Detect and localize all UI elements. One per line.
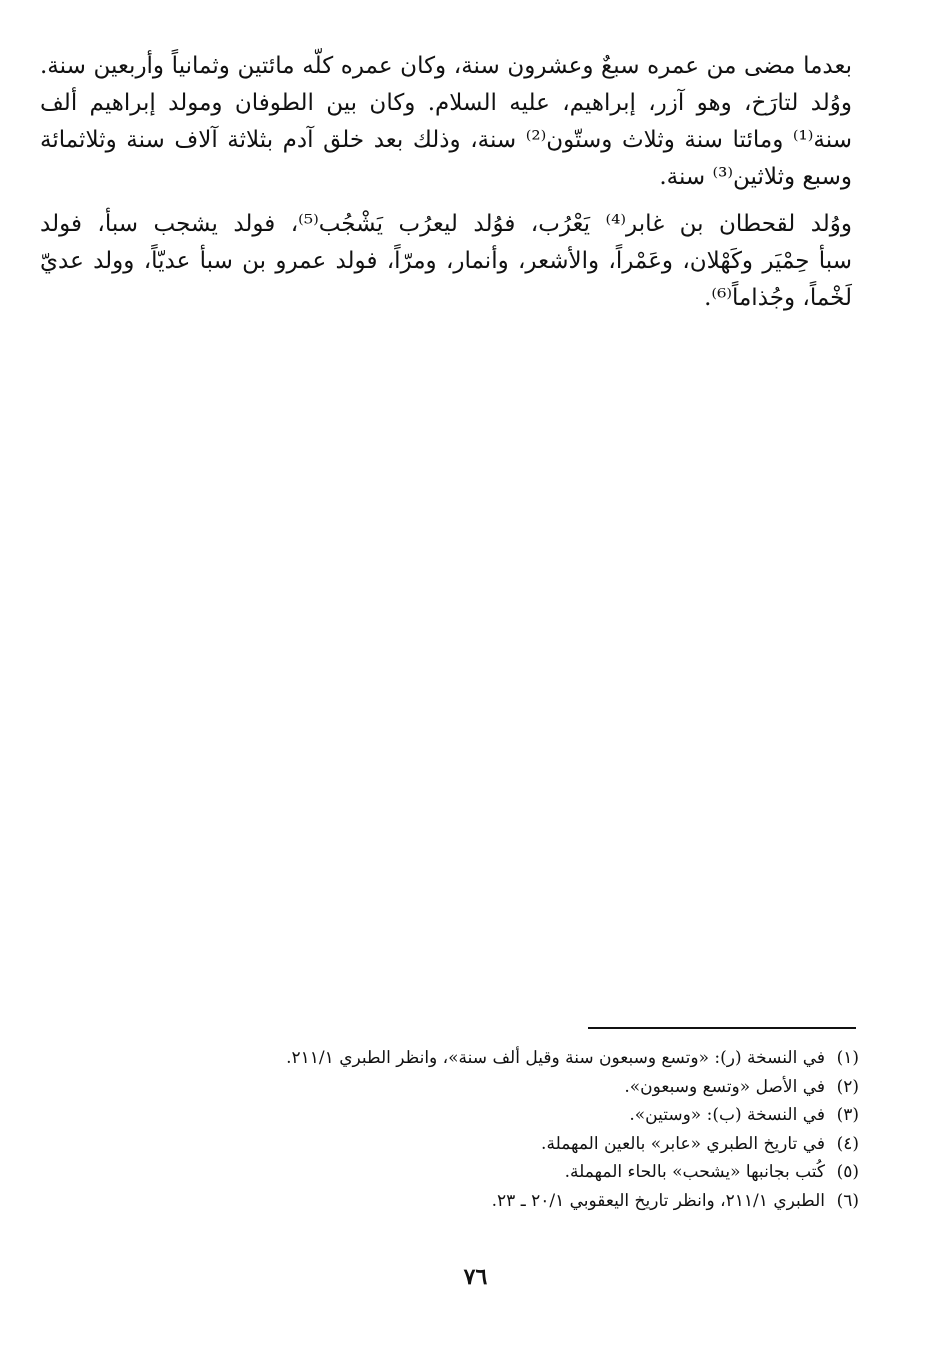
- text-line: لَخْماً، وجُذاماً⁽⁶⁾.: [704, 285, 852, 311]
- main-text: [40, 48, 852, 327]
- footnote-text: الطبري ٢١١/١، وانظر تاريخ اليعقوبي ٢٠/١ ـ ٢٣.: [491, 1190, 825, 1211]
- text-line: سنة⁽¹⁾ ومائتا سنة وثلاث وستّون⁽²⁾ سنة، وذلك بعد خلق آدم بثلاثة آلاف سنة وثلاثمائة: [40, 127, 852, 153]
- paragraph-1: [40, 48, 852, 196]
- footnote-text: في النسخة (ب): «وستين».: [629, 1105, 825, 1125]
- text-line: بعدما مضى من عمره سبعٌ وعشرون سنة، وكان عمره كلّه مائتين وثمانياً وأربعين سنة.: [40, 53, 852, 79]
- footnote-text: كُتب بجانبها «يشحب» بالحاء المهملة.: [564, 1162, 825, 1182]
- footnote-1: [239, 1044, 859, 1073]
- footnote-5: [239, 1158, 859, 1187]
- footnote-number: (٤): [836, 1133, 859, 1154]
- text-line: ووُلد لقحطان بن غابر⁽⁴⁾ يَعْرُب، فوُلد ليعرُب يَشْجُب⁽⁵⁾، فولد يشجب سبأ، فولد: [40, 211, 853, 237]
- footnote-text: في النسخة (ر): «وتسع وسبعون سنة وقيل ألف سنة»، وانظر الطبري ٢١١/١.: [286, 1048, 825, 1068]
- footnote-number: (٣): [836, 1105, 859, 1125]
- footnote-2: [239, 1073, 859, 1102]
- text-line: ووُلد لتارَخ، وهو آزر، إبراهيم، عليه السلام. وكان بين الطوفان ومولد إبراهيم ألف: [40, 90, 852, 116]
- footnote-number: (٥): [836, 1162, 859, 1182]
- footnotes: [239, 1044, 859, 1215]
- footnote-number: (٦): [836, 1190, 859, 1211]
- footnote-6: [239, 1187, 859, 1216]
- paragraph-2: [40, 206, 852, 317]
- footnote-text: في الأصل «وتسع وسبعون».: [624, 1076, 825, 1097]
- text-line: سبأ حِمْيَر وكَهْلان، وعَمْراً، والأشعر، وأنمار، ومرّاً، فولد عمرو بن سبأ عديّاً، وولد عديّ: [40, 248, 852, 274]
- footnote-3: [239, 1101, 859, 1130]
- footnote-separator: [588, 1027, 856, 1029]
- footnote-text: في تاريخ الطبري «عابر» بالعين المهملة.: [541, 1133, 825, 1154]
- text-line: وسبع وثلاثين⁽³⁾ سنة.: [659, 164, 852, 190]
- footnote-number: (١): [836, 1048, 859, 1068]
- footnote-4: [239, 1130, 859, 1159]
- page-number: ٧٦: [463, 1264, 488, 1290]
- footnote-number: (٢): [836, 1076, 859, 1097]
